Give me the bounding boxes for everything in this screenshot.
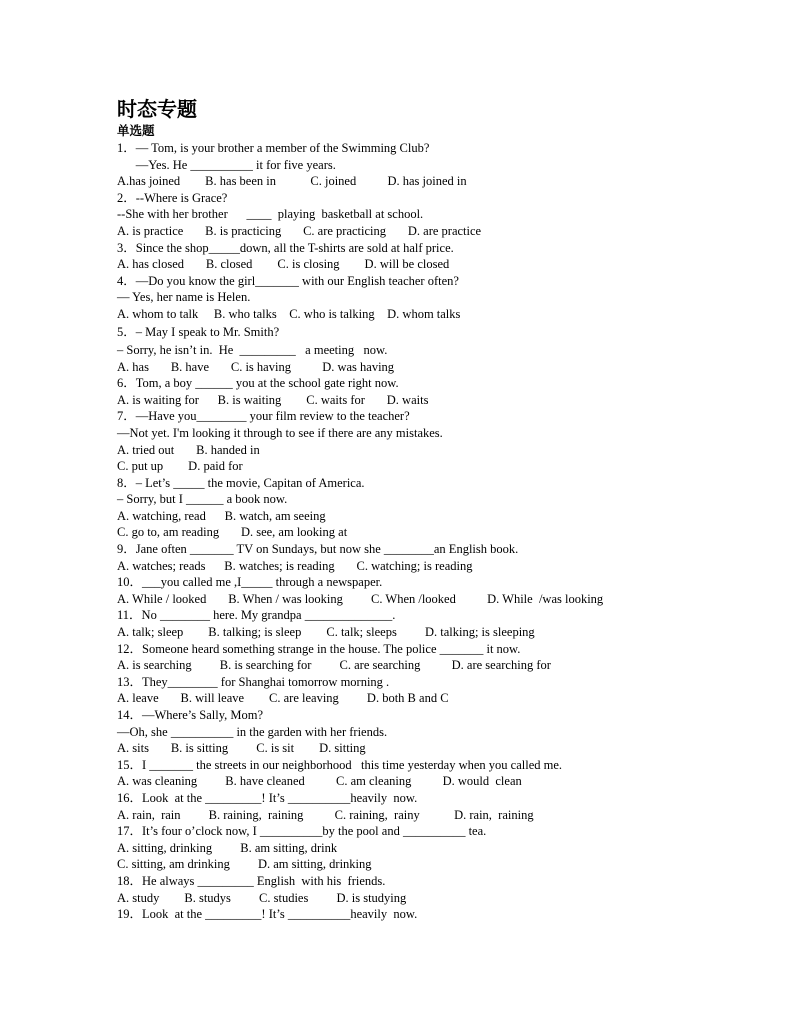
document-page <box>117 96 677 923</box>
text-line: A. was cleaning B. have cleaned C. am cleaning D. would clean <box>117 774 522 789</box>
text-line: 11．No ________ here. My grandpa ______________. <box>117 608 396 623</box>
text-line: — Yes, her name is Helen. <box>117 290 251 305</box>
text-line: A. watching, read B. watch, am seeing <box>117 508 326 523</box>
text-line: A. While / looked B. When / was looking C. When /looked D. While /was looking <box>117 591 604 606</box>
text-line: 6．Tom, a boy ______ you at the school gate right now. <box>117 376 399 391</box>
text-line: —Yes. He __________ it for five years. <box>117 157 336 172</box>
text-line: 9．Jane often _______ TV on Sundays, but now she ________an English book. <box>117 542 519 557</box>
text-line: 3．Since the shop_____down, all the T-shirts are sold at half price. <box>117 240 454 255</box>
text-line: C. put up D. paid for <box>117 459 243 474</box>
question-list <box>117 140 677 923</box>
text-line: 17．It’s four o’clock now, I __________by the pool and __________ tea. <box>117 824 487 839</box>
text-line: 2．--Where is Grace? <box>117 190 228 205</box>
text-line: --She with her brother ____ playing basketball at school. <box>117 207 424 222</box>
text-line: 4．—Do you know the girl_______ with our English teacher often? <box>117 273 459 288</box>
text-line: 5．– May I speak to Mr. Smith? <box>117 324 280 339</box>
text-line: 16．Look at the _________! It’s __________heavily now. <box>117 790 418 805</box>
text-line: 8．– Let’s _____ the movie, Capitan of America. <box>117 475 365 490</box>
text-line: A. is searching B. is searching for C. are searching D. are searching for <box>117 658 551 673</box>
text-line: A. sitting, drinking B. am sitting, drink <box>117 840 338 855</box>
text-line: C. go to, am reading D. see, am looking at <box>117 525 348 540</box>
text-line: A. rain, rain B. raining, raining C. raining, rainy D. rain, raining <box>117 807 534 822</box>
text-line: 19．Look at the _________! It’s __________heavily now. <box>117 907 418 922</box>
text-line: A. sits B. is sitting C. is sit D. sitting <box>117 741 366 756</box>
text-line: 14．—Where’s Sally, Mom? <box>117 708 264 722</box>
text-line: A. whom to talk B. who talks C. who is talking D. whom talks <box>117 306 461 321</box>
text-line: 7．—Have you________ your film review to the teacher? <box>117 409 410 424</box>
page-title: 时态专题 <box>117 97 197 121</box>
text-line: 18．He always _________ English with his friends. <box>117 873 386 888</box>
text-line: 15．I _______ the streets in our neighborhood this time yesterday when you called me. <box>117 757 563 772</box>
text-line: 12．Someone heard something strange in the house. The police _______ it now. <box>117 641 521 656</box>
text-line: A. has B. have C. is having D. was having <box>117 359 395 374</box>
text-line: A.has joined B. has been in C. joined D. has joined in <box>117 174 467 189</box>
section-heading: 单选题 <box>117 123 155 138</box>
text-line: A. is practice B. is practicing C. are practicing D. are practice <box>117 223 482 238</box>
text-line: A. leave B. will leave C. are leaving D. both B and C <box>117 691 449 706</box>
text-line: A. talk; sleep B. talking; is sleep C. talk; sleeps D. talking; is sleeping <box>117 625 535 640</box>
text-line: 13．They________ for Shanghai tomorrow morning . <box>117 674 390 689</box>
text-line: A. has closed B. closed C. is closing D. will be closed <box>117 257 450 272</box>
text-line: A. watches; reads B. watches; is reading C. watching; is reading <box>117 558 473 573</box>
text-line: C. sitting, am drinking D. am sitting, drinking <box>117 857 372 872</box>
text-line: 1．— Tom, is your brother a member of the Swimming Club? <box>117 141 430 155</box>
text-line: —Not yet. I'm looking it through to see if there are any mistakes. <box>117 425 443 440</box>
text-line: A. is waiting for B. is waiting C. waits for D. waits <box>117 392 429 407</box>
text-line: 10．___you called me ,I_____ through a newspaper. <box>117 575 383 590</box>
text-line: – Sorry, but I ______ a book now. <box>117 492 288 507</box>
text-line: —Oh, she __________ in the garden with her friends. <box>117 724 388 739</box>
text-line: A. tried out B. handed in <box>117 442 260 457</box>
text-line: A. study B. studys C. studies D. is studying <box>117 890 407 905</box>
text-line: – Sorry, he isn’t in. He _________ a meeting now. <box>117 342 388 357</box>
